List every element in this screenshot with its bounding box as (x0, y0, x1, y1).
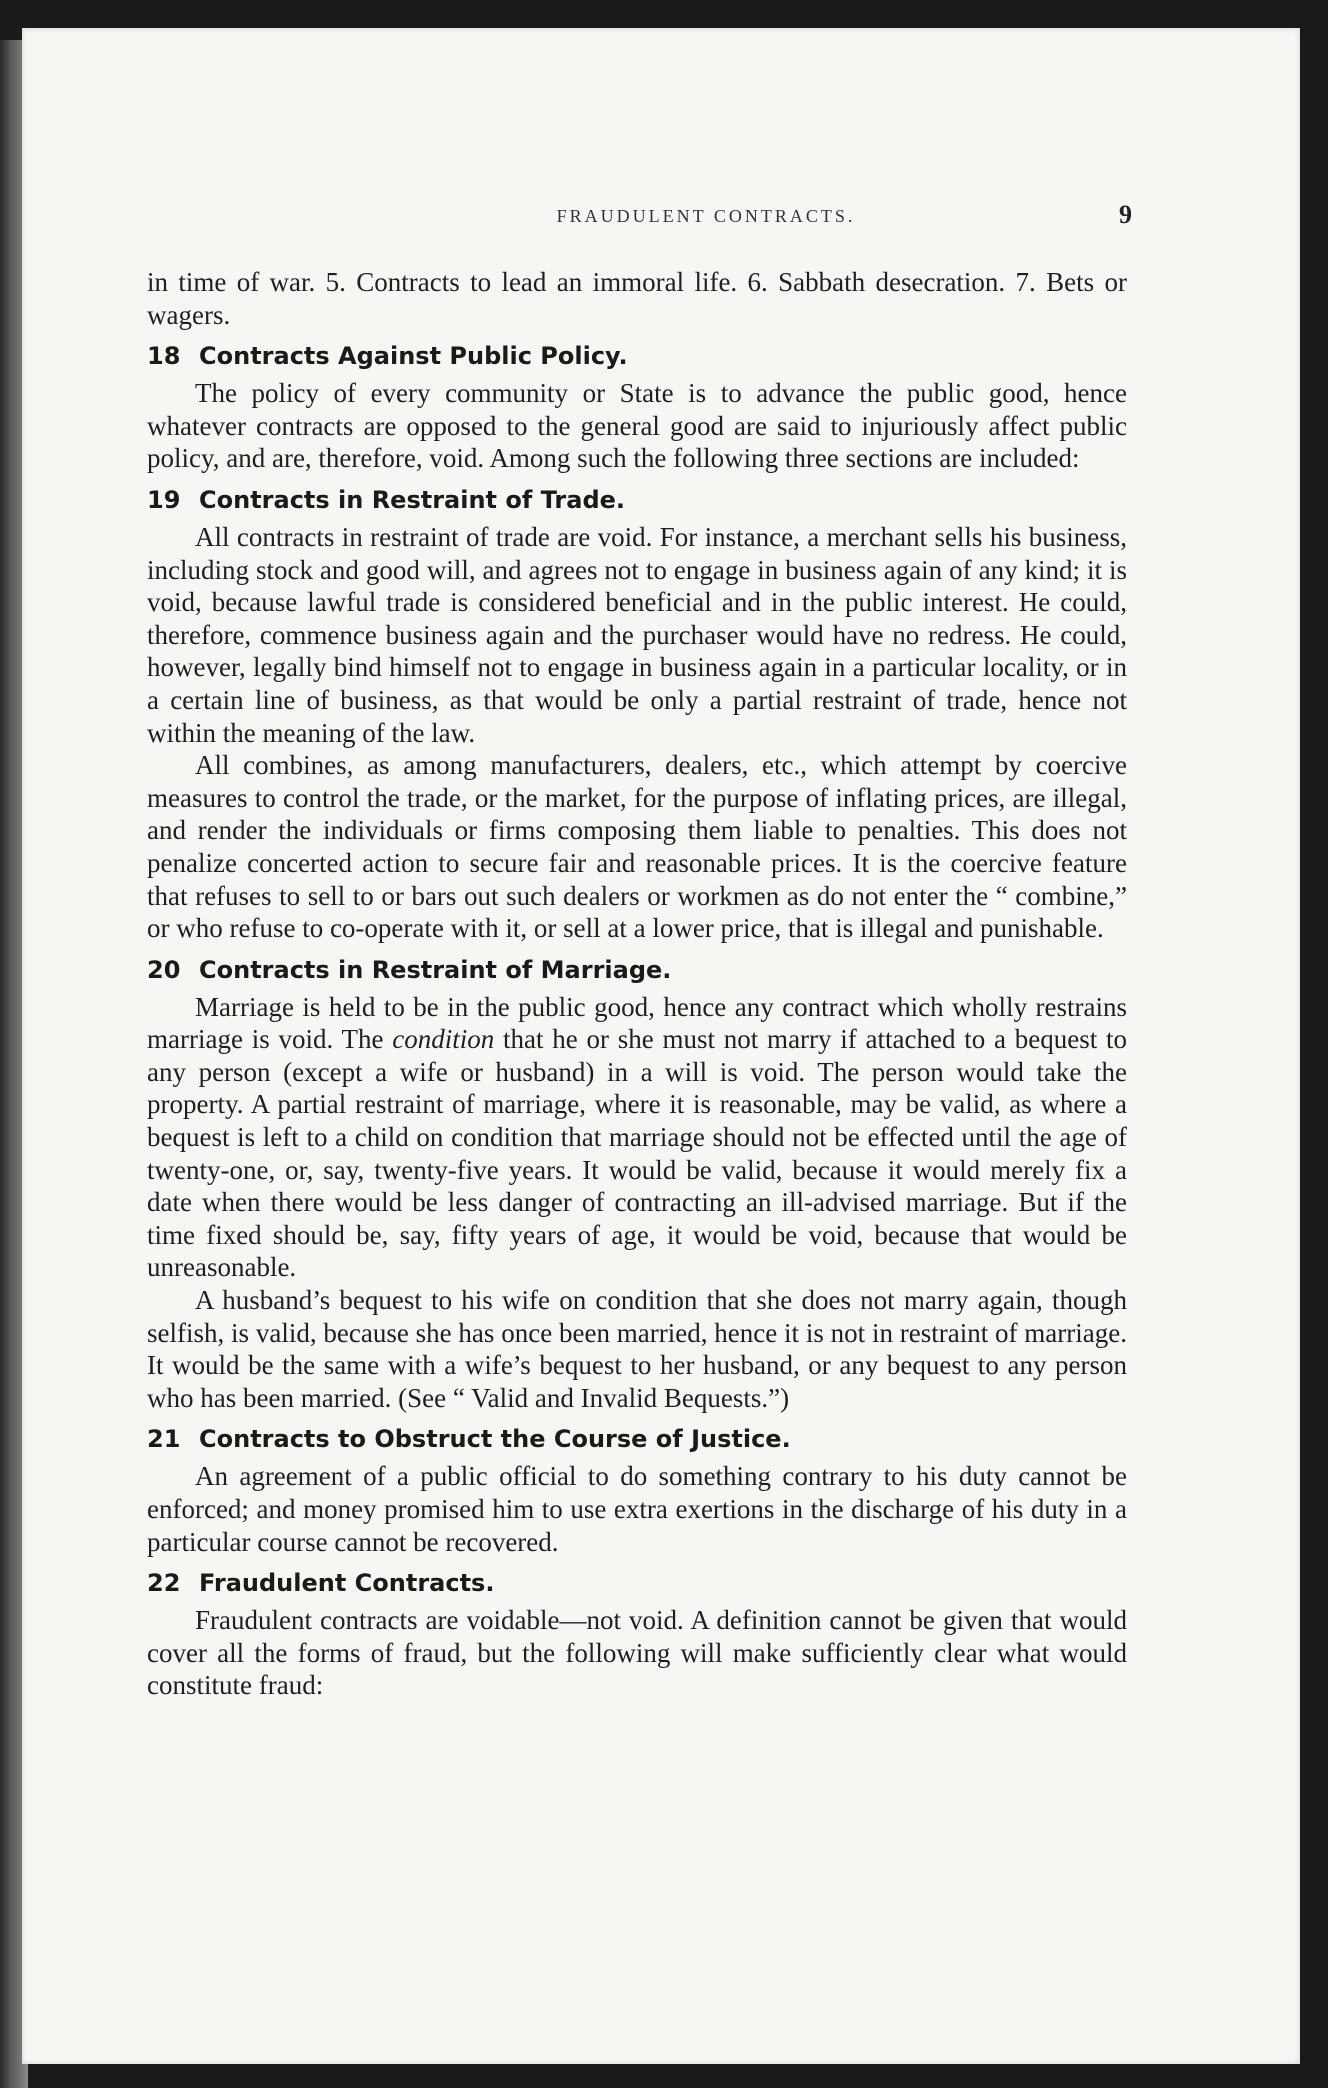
emphasis: condition (392, 1024, 495, 1055)
section-heading-20 (147, 953, 1127, 987)
paragraph: Fraudulent contracts are voidable—not void. A definition cannot be given that would cover all the forms of fraud, but the following will make sufficiently clear what would constitute fraud: (147, 1605, 1127, 1701)
running-title: FRAUDULENT CONTRACTS. (556, 206, 856, 226)
section-title: Fraudulent Contracts. (199, 1569, 495, 1598)
running-head (22, 206, 1300, 227)
section-title: Contracts to Obstruct the Course of Justice. (199, 1425, 791, 1454)
section-number: 19 (147, 485, 181, 514)
paragraph: An agreement of a public official to do something contrary to his duty cannot be enforced; and money promised him to use extra exertions in the discharge of his duty in a particular course cannot be recovered. (147, 1461, 1127, 1557)
section-title: Contracts in Restraint of Trade. (199, 485, 626, 514)
section-number: 22 (147, 1569, 181, 1598)
section-heading-21 (147, 1422, 1127, 1456)
section-heading-19 (147, 483, 1127, 517)
paragraph: All combines, as among manufacturers, dealers, etc., which attempt by coercive measures to control the trade, or the market, for the purpose of inflating prices, are illegal, and render the individuals or firms composing them liable to penalties. This does not penalize concerted action to secure fair and reasonable prices. It is the coercive feature that refuses to sell to or bars out such dealers or workmen as do not enter the “ combine,” or who refuse to co-operate with it, or sell at a lower price, that is illegal and punishable. (147, 750, 1127, 944)
section-number: 18 (147, 342, 181, 371)
section-title: Contracts in Restraint of Marriage. (199, 955, 672, 984)
paragraph: A husband’s bequest to his wife on condition that she does not marry again, though selfish, is valid, because she has once been married, hence it is not in restraint of marriage. It would be the same with a wife’s bequest to her husband, or any bequest to any person who has been married. (See “ Valid and Invalid Bequests.”) (147, 1285, 1127, 1413)
section-heading-18 (147, 339, 1127, 373)
paragraph: All contracts in restraint of trade are void. For instance, a merchant sells his business, including stock and good will, and agrees not to engage in business again of any kind; it is void, because lawful trade is considered beneficial and in the public interest. He could, therefore, commence business again and the purchaser would have no redress. He could, however, legally bind himself not to engage in business again in a particular locality, or in a certain line of business, as that would be only a partial restraint of trade, hence not within the meaning of the law. (147, 521, 1127, 748)
text-run: that he or she must not marry if attached to a bequest to any person (except a wife or husband) in a will is void. The person would take the property. A partial restraint of marriage, where it is reasonable, may be valid, as where a bequest is left to a child on condition that marriage should not be effected until the age of twenty-one, or, say, twenty-five years. It would be valid, because it would merely fix a date when there would be less danger of contracting an ill-advised marriage. But if the time fixed should be, say, fifty years of age, it would be void, because that would be unreasonable. (147, 1024, 1128, 1283)
paragraph: The policy of every community or State is to advance the public good, hence whatever contracts are opposed to the general good are said to injuriously affect public policy, and are, therefore, void. Among such the following three sections are included: (147, 378, 1127, 474)
section-title: Contracts Against Public Policy. (199, 342, 628, 371)
page-number: 9 (1119, 200, 1132, 229)
text-run: Marriage is held to be in the public good, hence any contract which wholly restrains marriage is void. The (147, 991, 1127, 1055)
page-body (147, 266, 1127, 1702)
section-number: 20 (147, 955, 181, 984)
paragraph: in time of war. 5. Contracts to lead an immoral life. 6. Sabbath desecration. 7. Bets or wagers. (147, 267, 1127, 330)
book-page (22, 28, 1300, 2064)
section-number: 21 (147, 1425, 181, 1454)
paragraph (147, 991, 1127, 1284)
section-heading-22 (147, 1566, 1127, 1600)
